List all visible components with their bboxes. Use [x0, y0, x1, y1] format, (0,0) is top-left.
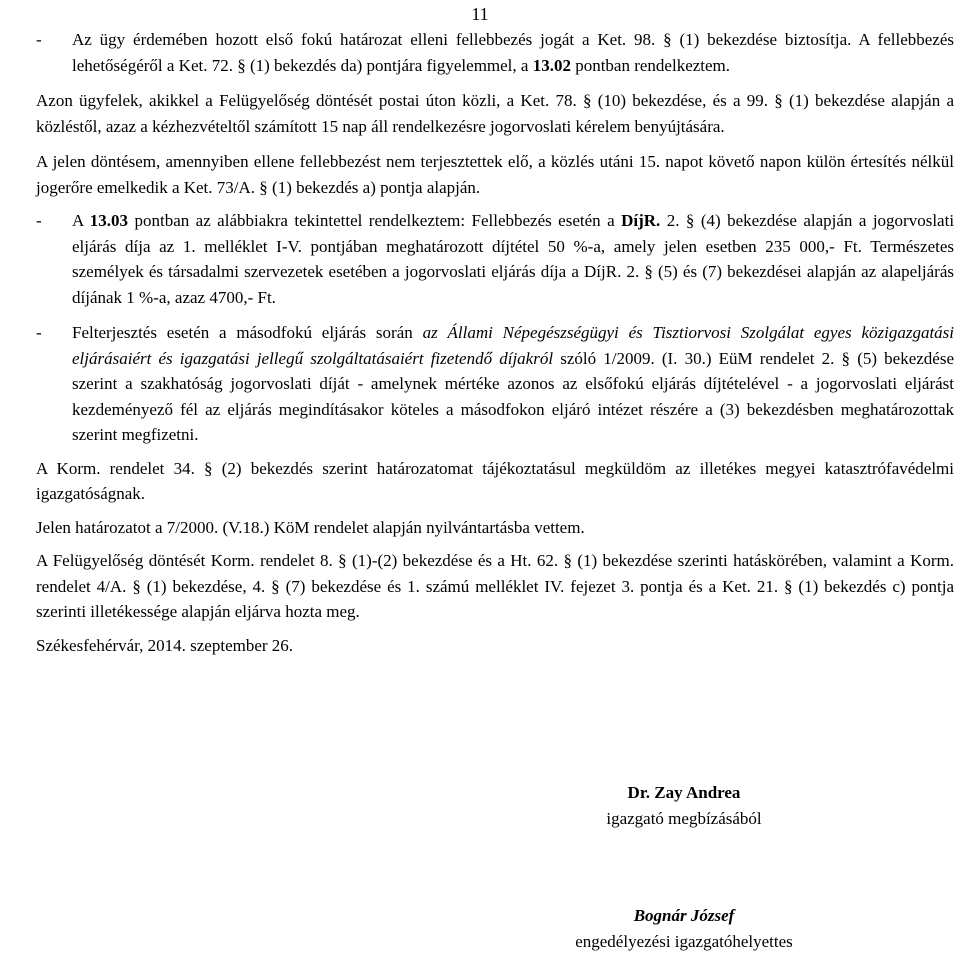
appeal-right-tail: pontban rendelkeztem. [575, 56, 730, 75]
appeal-fee-bullet [36, 208, 954, 310]
binding-force-paragraph: A jelen döntésem, amennyiben ellene fellebbezést nem terjesztettek elő, a közlés utáni 15. napot követő napon külön értesítés nélkül jogerőre emelkedik a Ket. 73/A. § (1) bekezdés a) pontja alapján. [36, 149, 954, 200]
page-number: 11 [462, 2, 498, 28]
bullet-marker: - [36, 208, 72, 310]
dijr-reference: DíjR. [621, 211, 660, 230]
appeal-right-text [72, 27, 954, 78]
registration-paragraph: Jelen határozatot a 7/2000. (V.18.) KöM rendelet alapján nyilvántartásba vettem. [36, 515, 954, 541]
appeal-fee-lead: A [72, 211, 83, 230]
signature-block-director [484, 780, 884, 831]
appeal-right-sentence: Az ügy érdemében hozott első fokú határozat elleni fellebbezés jogát a Ket. 98. § (1) bekezdése biztosítja. A fellebbezés lehetőségéről a Ket. 72. § (1) bekezdés da) pontjára figyelemmel, a [72, 30, 954, 75]
appeal-right-bullet [36, 27, 954, 78]
second-instance-lead: Felterjesztés esetén a másodfokú eljárás során [72, 323, 413, 342]
second-instance-bullet [36, 320, 954, 448]
section-ref-1303: 13.03 [90, 211, 128, 230]
postal-delivery-paragraph: Azon ügyfelek, akikkel a Felügyelőség döntését postai úton közli, a Ket. 78. § (10) bekezdése, és a 99. § (1) bekezdése alapján a közléstől, azaz a kézhezvételtől számított 15 nap áll rendelkezésre jogorvoslati kérelem benyújtására. [36, 88, 954, 139]
place-and-date: Székesfehérvár, 2014. szeptember 26. [36, 633, 954, 659]
signatory-title-1: igazgató megbízásából [484, 806, 884, 832]
signature-block-deputy [484, 903, 884, 954]
bullet-marker: - [36, 27, 72, 78]
second-instance-details: szóló 1/2009. (I. 30.) EüM rendelet 2. § (5) bekezdése szerint a szakhatóság jogorvoslati díját - amelynek mértéke azonos az elsőfokú eljárás díjtételével - a jogorvoslati eljárást kezdeményező fél az eljárás megindításakor köteles a másodfokon eljáró intézet részére a (3) bekezdésben meghatározottak szerint megfizetni. [72, 349, 954, 445]
section-ref-1302: 13.02 [533, 56, 571, 75]
competence-paragraph: A Felügyelőség döntését Korm. rendelet 8. § (1)-(2) bekezdése és a Ht. 62. § (1) bekezdése szerinti hatáskörében, valamint a Korm. rendelet 4/A. § (1) bekezdése, 4. § (7) bekezdése és 1. számú melléklet IV. fejezet 3. pontja és a Ket. 21. § (1) bekezdés c) pontja szerinti illetékessége alapján eljárva hozta meg. [36, 548, 954, 625]
signatory-name-1: Dr. Zay Andrea [628, 783, 741, 802]
bullet-marker: - [36, 320, 72, 448]
appeal-fee-intro: pontban az alábbiakra tekintettel rendelkeztem: Fellebbezés esetén a [134, 211, 614, 230]
signatory-name-2: Bognár József [634, 906, 735, 925]
appeal-fee-text [72, 208, 954, 310]
regulation-title: az Állami Népegészségügyi és Tisztiorvosi Szolgálat egyes közigazgatási eljárásaiért és igazgatási jellegű szolgáltatásaiért fizetendő díjakról [72, 323, 954, 368]
signatory-title-2: engedélyezési igazgatóhelyettes [484, 929, 884, 954]
notification-paragraph: A Korm. rendelet 34. § (2) bekezdés szerint határozatomat tájékoztatásul megküldöm az illetékes megyei katasztrófavédelmi igazgatóságnak. [36, 456, 954, 507]
appeal-fee-details: 2. § (4) bekezdése alapján a jogorvoslati eljárás díja az 1. melléklet I-V. pontjában meghatározott díjtétel 50 %-a, amely jelen esetben 235 000,- Ft. Természetes személyek és társadalmi szervezetek esetében a jogorvoslati eljárás díja a DíjR. 2. § (5) és (7) bekezdései alapján az alapeljárás díjának 1 %-a, azaz 4700,- Ft. [72, 211, 954, 307]
document-body [36, 27, 954, 658]
second-instance-text [72, 320, 954, 448]
